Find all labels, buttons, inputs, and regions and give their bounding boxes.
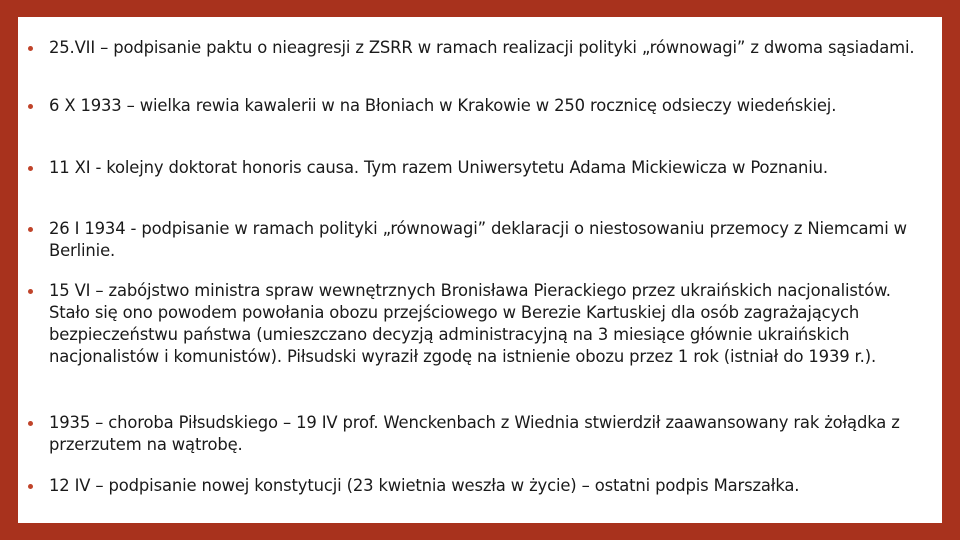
bullet-text: 15 VI – zabójstwo ministra spraw wewnętrznych Bronisława Pierackiego przez ukraińskich nacjonalistów. Stało się ono powodem powołania obozu przejściowego w Berezie Kartuskiej dla osób zagrażających bezpieczeństwu państwa (umieszczano decyzją administracyjną na 3 miesiące głównie ukraińskich nacjonalistów i komunistów). Piłsudski wyraził zgodę na istnienie obozu przez 1 rok (istniał do 1939 r.). <box>49 281 891 366</box>
bullet-icon <box>28 227 33 232</box>
content-panel <box>18 17 942 523</box>
bullet-text: 25.VII – podpisanie paktu o nieagresji z ZSRR w ramach realizacji polityki „równowagi” z dwoma sąsiadami. <box>49 38 915 57</box>
bullet-item <box>28 157 928 179</box>
bullet-item <box>28 475 928 497</box>
bullet-text: 1935 – choroba Piłsudskiego – 19 IV prof. Wenckenbach z Wiednia stwierdził zaawansowany rak żołądka z przerzutem na wątrobę. <box>49 413 900 454</box>
bullet-icon <box>28 104 33 109</box>
bullet-item <box>28 412 928 456</box>
bullet-text: 12 IV – podpisanie nowej konstytucji (23 kwietnia weszła w życie) – ostatni podpis Marszałka. <box>49 476 800 495</box>
bullet-item <box>28 37 928 59</box>
bullet-item <box>28 280 928 368</box>
bullet-icon <box>28 46 33 51</box>
bullet-item <box>28 95 928 117</box>
bullet-item <box>28 218 928 262</box>
bullet-text: 26 I 1934 - podpisanie w ramach polityki „równowagi” deklaracji o niestosowaniu przemocy z Niemcami w Berlinie. <box>49 219 907 260</box>
bullet-icon <box>28 421 33 426</box>
bullet-text: 11 XI - kolejny doktorat honoris causa. Tym razem Uniwersytetu Adama Mickiewicza w Poznaniu. <box>49 158 828 177</box>
bullet-icon <box>28 289 33 294</box>
bullet-icon <box>28 166 33 171</box>
bullet-text: 6 X 1933 – wielka rewia kawalerii w na Błoniach w Krakowie w 250 rocznicę odsieczy wiedeńskiej. <box>49 96 837 115</box>
bullet-icon <box>28 484 33 489</box>
